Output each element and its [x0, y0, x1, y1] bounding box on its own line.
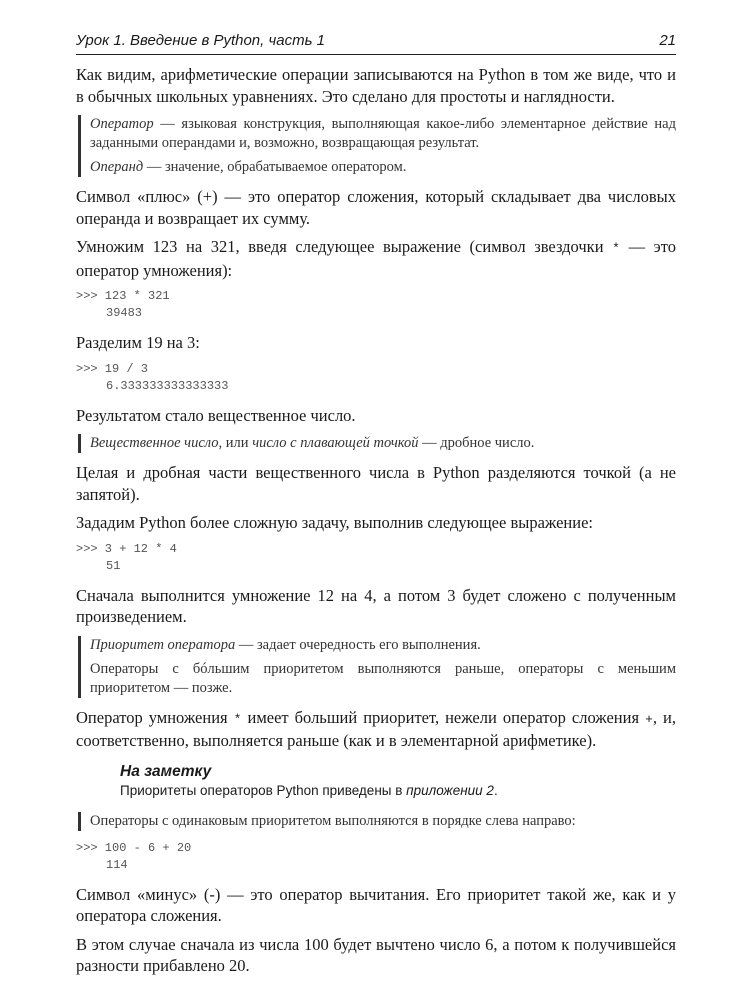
- note-title: На заметку: [120, 762, 212, 780]
- page-number: 21: [659, 32, 676, 49]
- definition-block: [78, 115, 676, 177]
- code-input: >>> 3 + 12 * 4: [76, 541, 177, 556]
- chapter-title: Урок 1. Введение в Python, часть 1: [76, 32, 325, 49]
- text: .: [493, 782, 498, 798]
- page-content: [76, 64, 676, 984]
- code-input: >>> 19 / 3: [76, 361, 149, 376]
- operator-symbol: *: [612, 241, 620, 256]
- operator-symbol: *: [233, 711, 242, 727]
- definition-text: — задает очередность его выполнения.: [235, 636, 481, 653]
- definition-text: — значение, обрабатываемое оператором.: [143, 159, 407, 175]
- definition-block: [78, 636, 676, 698]
- note-text: [120, 782, 676, 800]
- term: Приоритет оператора: [90, 636, 236, 653]
- term: Вещественное число: [90, 435, 219, 451]
- text: , и, соответственно, выполняется раньше (как и в элементарной арифметике).: [76, 707, 676, 750]
- term: число с плавающей точкой: [252, 435, 419, 451]
- paragraph: Сначала выполнится умножение 12 на 4, а потом 3 будет сложено с полученным произведением.: [76, 585, 676, 626]
- paragraph: Разделим 19 на 3:: [76, 333, 200, 352]
- paragraph: Целая и дробная части вещественного числа в Python разделяются точкой (а не запятой).: [76, 463, 676, 504]
- definition-block: [78, 434, 676, 453]
- code-output: 114: [106, 857, 128, 872]
- definition-text: — языковая конструкция, выполняющая какое-либо элементарное действие над заданными операндами и, возможно, возвращающая результат.: [90, 116, 676, 151]
- code-block: [76, 361, 676, 395]
- text: Умножим 123 на 321, введя следующее выражение (символ звездочки: [76, 237, 613, 256]
- term: Оператор: [90, 116, 154, 132]
- code-block: [76, 541, 676, 575]
- paragraph: [76, 236, 676, 281]
- definition-block: [78, 812, 676, 831]
- text: — это оператор умножения):: [76, 237, 676, 280]
- definition-text: — дробное число.: [418, 435, 535, 451]
- paragraph: Символ «минус» (-) — это оператор вычитания. Его приоритет такой же, как и у оператора сложения.: [76, 884, 676, 925]
- paragraph: [76, 707, 676, 752]
- text: , или: [218, 435, 253, 451]
- term: Операнд: [90, 159, 144, 175]
- text: имеет больший приоритет, нежели оператор сложения: [241, 707, 646, 727]
- paragraph: Результатом стало вещественное число.: [76, 405, 356, 425]
- code-block: [76, 840, 676, 874]
- text: Оператор умножения: [76, 707, 234, 727]
- running-header: [76, 30, 676, 55]
- paragraph: Зададим Python более сложную задачу, выполнив следующее выражение:: [76, 513, 593, 532]
- appendix-reference: приложении 2: [406, 782, 494, 798]
- code-output: 39483: [106, 306, 143, 320]
- paragraph: Символ «плюс» (+) — это оператор сложения, который складывает два числовых операнда и возвращает их сумму.: [76, 187, 676, 228]
- note-box: [120, 762, 676, 800]
- code-output: 6.333333333333333: [106, 378, 229, 393]
- definition-text: Операторы с бóльшим приоритетом выполняются раньше, операторы с меньшим приоритетом — позже.: [90, 660, 676, 696]
- code-output: 51: [106, 558, 121, 573]
- code-block: [76, 288, 676, 322]
- operator-symbol: +: [645, 711, 653, 727]
- definition-text: Операторы с одинаковым приоритетом выполняются в порядке слева направо:: [90, 812, 576, 829]
- code-input: >>> 123 * 321: [76, 289, 170, 303]
- paragraph: Как видим, арифметические операции записываются на Python в том же виде, что и в обычных школьных уравнениях. Это сделано для простоты и наглядности.: [76, 65, 676, 106]
- code-input: >>> 100 - 6 + 20: [76, 840, 192, 855]
- text: Приоритеты операторов Python приведены в: [120, 782, 407, 798]
- paragraph: В этом случае сначала из числа 100 будет вычтено число 6, а потом к получившейся разности прибавлено 20.: [76, 934, 676, 975]
